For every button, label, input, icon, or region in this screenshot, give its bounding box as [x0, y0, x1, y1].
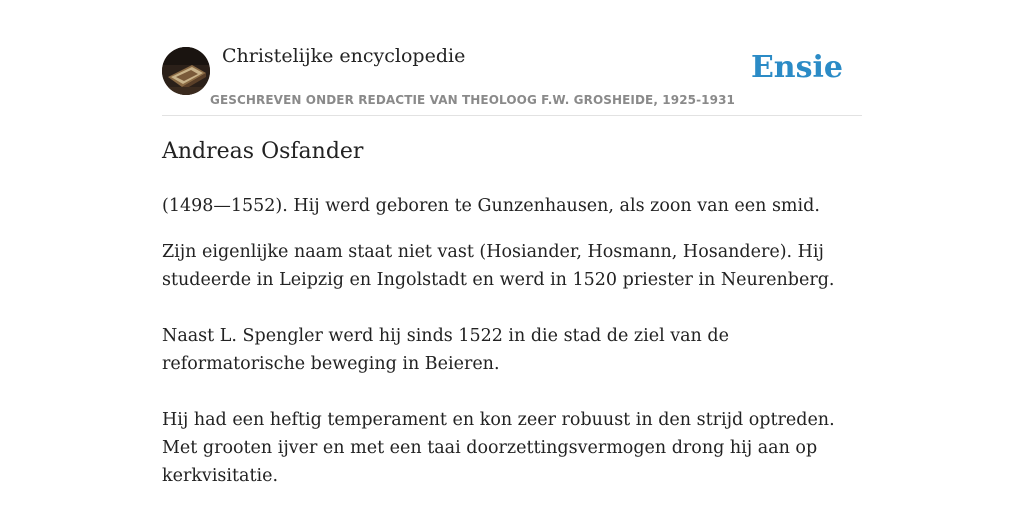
article-paragraph: Zijn eigenlijke naam staat niet vast (Hosiander, Hosmann, Hosandere). Hij studeerde in Leipzig en Ingolstadt en werd in 1520 priester in Neurenberg.	[162, 242, 835, 290]
article-paragraph: Naast L. Spengler werd hij sinds 1522 in die stad de ziel van de reformatorische beweging in Beieren.	[162, 326, 729, 374]
article-title: Andreas Osfander	[162, 139, 364, 164]
article-paragraph: (1498—1552). Hij werd geboren te Gunzenhausen, als zoon van een smid.	[162, 196, 820, 216]
source-subtitle: GESCHREVEN ONDER REDACTIE VAN THEOLOOG F.W. GROSHEIDE, 1925-1931	[210, 93, 735, 107]
ensie-logo-link[interactable]: Ensie	[750, 50, 843, 85]
source-title[interactable]: Christelijke encyclopedie	[222, 45, 466, 67]
article-paragraph: Hij had een heftig temperament en kon zeer robuust in den strijd optreden. Met grooten ijver en met een taai doorzettingsvermogen drong hij aan op kerkvisitatie.	[162, 410, 835, 486]
book-cover-icon	[162, 47, 210, 95]
article-body	[162, 192, 862, 490]
source-avatar[interactable]	[162, 47, 210, 95]
header-divider	[162, 115, 862, 116]
